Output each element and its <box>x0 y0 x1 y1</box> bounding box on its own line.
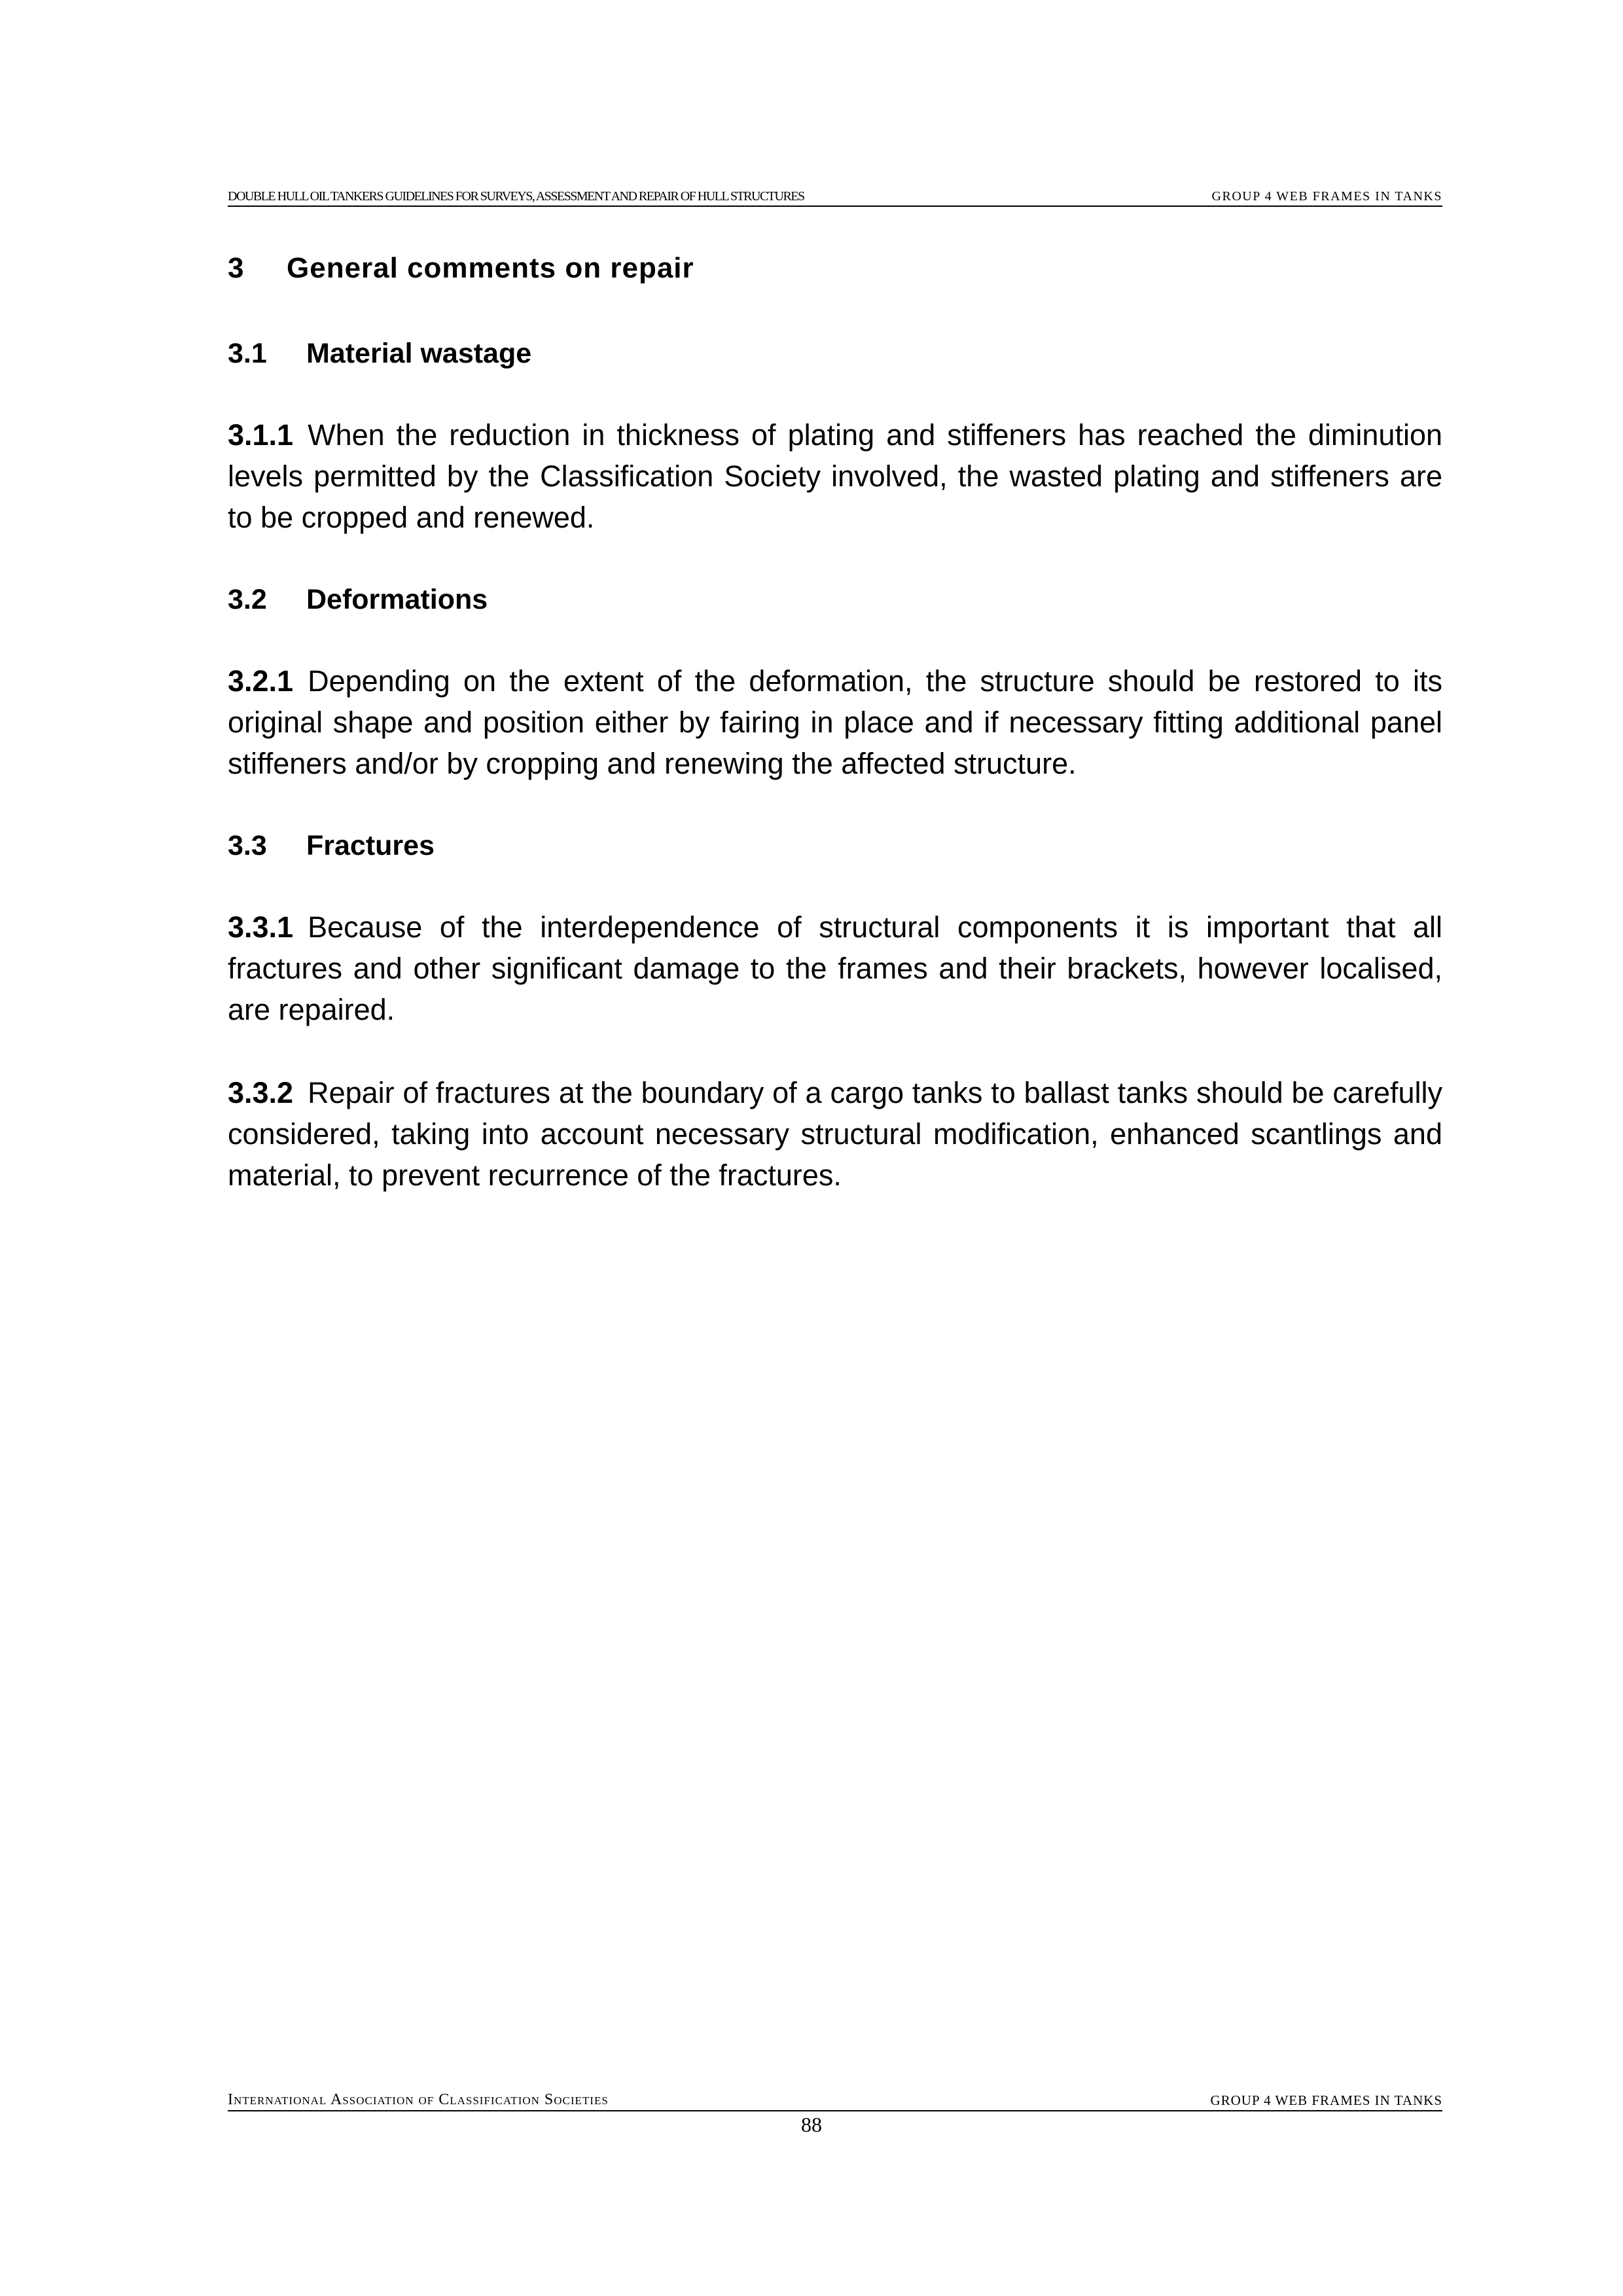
page-header <box>228 185 1442 207</box>
paragraph <box>228 660 1442 784</box>
subsection-title: Material wastage <box>306 338 532 369</box>
paragraph-text: Depending on the extent of the deformation, the structure should be restored to its original shape and position either by fairing in place and if necessary fitting additional panel stiffeners and/or by cropping and renewing the affected structure. <box>228 664 1442 780</box>
subsection-heading <box>228 580 1442 619</box>
paragraph-number: 3.1.1 <box>228 418 294 452</box>
section-title: General comments on repair <box>287 252 694 284</box>
paragraph-text: When the reduction in thickness of plating and stiffeners has reached the diminution levels permitted by the Classification Society involved, the wasted plating and stiffeners are to be cropped and renewed. <box>228 418 1442 534</box>
page-footer <box>228 2090 1442 2111</box>
page-content <box>228 249 1442 1238</box>
paragraph <box>228 1072 1442 1196</box>
footer-group-title: GROUP 4 WEB FRAMES IN TANKS <box>1210 2092 1442 2108</box>
subsection-heading <box>228 826 1442 865</box>
paragraph-text: Repair of fractures at the boundary of a cargo tanks to ballast tanks should be carefully considered, taking into account necessary structural modification, enhanced scantlings and material, to prevent recurrence of the fractures. <box>228 1076 1442 1192</box>
paragraph <box>228 414 1442 538</box>
subsection-heading <box>228 334 1442 373</box>
page-number: 88 <box>801 2113 822 2136</box>
subsection-number: 3.1 <box>228 338 267 369</box>
header-document-title: DOUBLE HULL OIL TANKERS GUIDELINES FOR SURVEYS, ASSESSMENT AND REPAIR OF HULL STRUCTURES <box>228 189 804 204</box>
subsection-number: 3.3 <box>228 830 267 861</box>
paragraph-number: 3.3.2 <box>228 1076 294 1109</box>
paragraph-number: 3.3.1 <box>228 910 294 944</box>
section-number: 3 <box>228 252 245 284</box>
subsection-title: Deformations <box>306 584 488 615</box>
section-heading <box>228 249 1442 288</box>
paragraph-text: Because of the interdependence of structural components it is important that all fractures and other significant damage to the frames and their brackets, however localised, are repaired. <box>228 910 1442 1026</box>
subsection-number: 3.2 <box>228 584 267 615</box>
footer-organization: International Association of Classification Societies <box>228 2091 609 2108</box>
paragraph-number: 3.2.1 <box>228 664 294 698</box>
subsection-title: Fractures <box>306 830 435 861</box>
header-group-title: GROUP 4 WEB FRAMES IN TANKS <box>1211 189 1442 204</box>
paragraph <box>228 906 1442 1030</box>
